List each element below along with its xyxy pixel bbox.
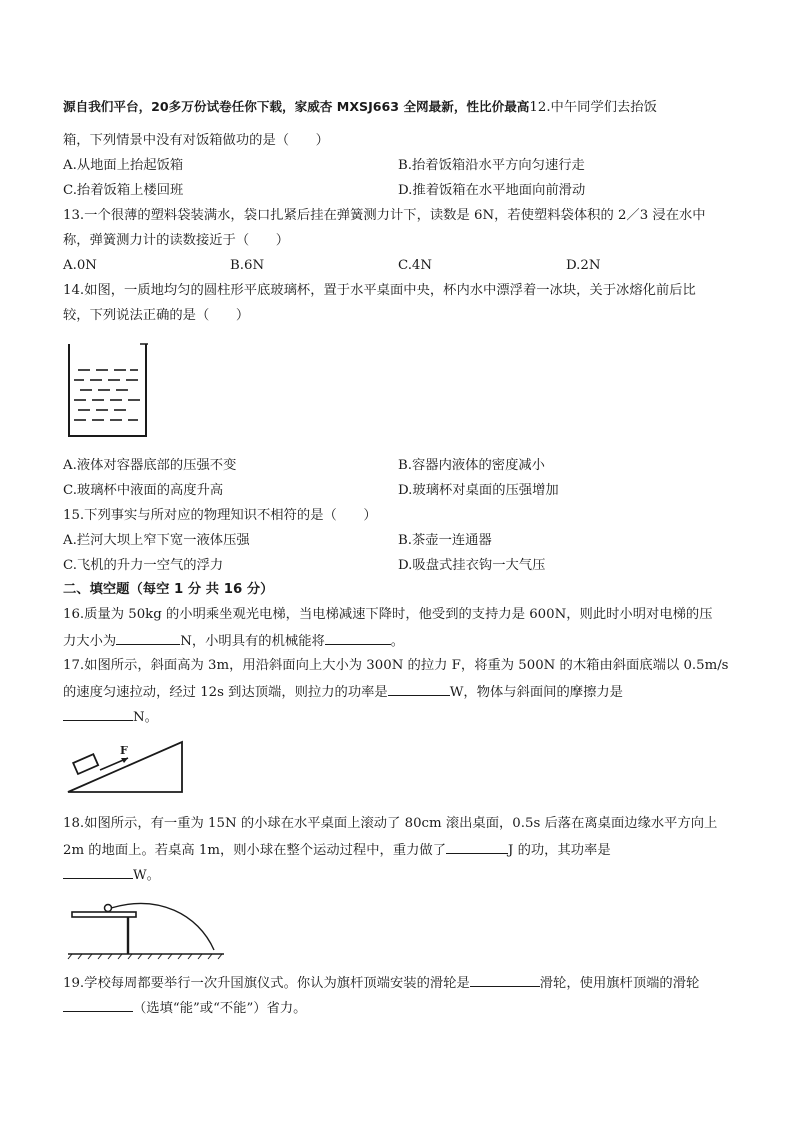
q19-line1 <box>63 972 699 994</box>
q15-option-b: B.茶壶一连通器 <box>398 533 492 548</box>
q16-blank-2[interactable] <box>325 630 391 645</box>
q15-stem: 15.下列事实与所对应的物理知识不相符的是（ ） <box>63 508 377 523</box>
q13-option-d: D.2N <box>566 258 601 273</box>
q13-stem-line1: 13.一个很薄的塑料袋装满水，袋口扎紧后挂在弹簧测力计下，读数是 6N，若使塑料袋体积的 2／3 浸在水中 <box>63 208 706 223</box>
q12-stem: 箱，下列情景中没有对饭箱做功的是（ ） <box>63 133 329 148</box>
q16-line2 <box>63 630 404 652</box>
q19-line2 <box>63 997 306 1019</box>
section2-title: 二、填空题（每空 1 分 共 16 分） <box>63 582 274 597</box>
wooden-box <box>73 754 98 774</box>
force-label: F <box>120 744 128 757</box>
q19-text-a: 19.学校每周都要举行一次升国旗仪式。你认为旗杆顶端安装的滑轮是 <box>63 976 470 991</box>
glass-cup-figure <box>66 340 150 440</box>
q12-option-d: D.推着饭箱在水平地面向前滑动 <box>398 183 586 198</box>
q15-option-c: C.飞机的升力一空气的浮力 <box>63 558 224 573</box>
q14-option-a: A.液体对容器底部的压强不变 <box>63 458 237 473</box>
q17-line3 <box>63 706 158 728</box>
q17-text-c: N。 <box>133 710 158 725</box>
q14-option-c: C.玻璃杯中液面的高度升高 <box>63 483 224 498</box>
q18-text-a: 2m 的地面上。若桌高 1m，则小球在整个运动过程中，重力做了 <box>63 843 447 858</box>
q17-line2 <box>63 681 623 703</box>
promo-text: 源自我们平台，20多万份试卷任你下载，家威杏 MXSJ663 全网最新，性比价最高 <box>63 99 530 114</box>
q16-text-c: 。 <box>390 634 405 649</box>
q19-blank-1[interactable] <box>470 972 540 987</box>
q15-option-a: A.拦河大坝上窄下宽一液体压强 <box>63 533 250 548</box>
q17-text-b: W，物体与斜面间的摩擦力是 <box>449 685 623 700</box>
q13-option-b: B.6N <box>230 258 265 273</box>
q12-option-c: C.抬着饭箱上楼回班 <box>63 183 184 198</box>
q18-text-b: J 的功，其功率是 <box>508 843 611 858</box>
q14-stem-line2: 较，下列说法正确的是（ ） <box>63 308 250 323</box>
q14-stem-line1: 14.如图，一质地均匀的圆柱形平底玻璃杯，置于水平桌面中央，杯内水中漂浮着一冰块，关于冰熔化前后比 <box>63 283 696 298</box>
q16-text-a: 力大小为 <box>63 634 117 649</box>
trajectory-curve <box>111 904 214 950</box>
q18-line1: 18.如图所示，有一重为 15N 的小球在水平桌面上滚动了 80cm 滚出桌面，0.5s 后落在离桌面边缘水平方向上 <box>63 816 718 831</box>
q17-text-a: 的速度匀速拉动，经过 12s 到达顶端，则拉力的功率是 <box>63 685 388 700</box>
q18-blank-2[interactable] <box>63 864 133 879</box>
header-line <box>63 97 657 118</box>
q18-text-c: W。 <box>133 868 160 883</box>
q17-blank-1[interactable] <box>388 681 450 696</box>
q13-stem-line2: 称，弹簧测力计的读数接近于（ ） <box>63 233 290 248</box>
q14-option-b: B.容器内液体的密度减小 <box>398 458 545 473</box>
q18-line2 <box>63 839 611 861</box>
q16-line1: 16.质量为 50kg 的小明乘坐观光电梯，当电梯减速下降时，他受到的支持力是 600N，则此时小明对电梯的压 <box>63 607 713 622</box>
q19-text-c: （选填“能”或“不能”）省力。 <box>133 1001 307 1016</box>
q19-text-b: 滑轮，使用旗杆顶端的滑轮 <box>539 976 700 991</box>
table-top <box>72 912 136 917</box>
q14-option-d: D.玻璃杯对桌面的压强增加 <box>398 483 559 498</box>
q19-blank-2[interactable] <box>63 997 133 1012</box>
q18-line3 <box>63 864 160 886</box>
q18-blank-1[interactable] <box>446 839 508 854</box>
q13-option-c: C.4N <box>398 258 433 273</box>
incline-figure <box>64 738 188 794</box>
q17-line1: 17.如图所示，斜面高为 3m，用沿斜面向上大小为 300N 的拉力 F，将重为 500N 的木箱由斜面底端以 0.5m/s <box>63 658 729 673</box>
q12-start: 12.中午同学们去抬饭 <box>529 100 657 115</box>
q12-option-b: B.抬着饭箱沿水平方向匀速行走 <box>398 158 585 173</box>
q16-blank-1[interactable] <box>116 630 180 645</box>
table-ball-figure <box>66 894 226 960</box>
q12-option-a: A.从地面上抬起饭箱 <box>63 158 184 173</box>
q16-text-b: N，小明具有的机械能将 <box>180 634 325 649</box>
ball <box>105 905 112 912</box>
water-hatching <box>74 370 140 420</box>
q15-option-d: D.吸盘式挂衣钩一大气压 <box>398 558 546 573</box>
q13-option-a: A.0N <box>63 258 97 273</box>
q17-blank-2[interactable] <box>63 706 133 721</box>
